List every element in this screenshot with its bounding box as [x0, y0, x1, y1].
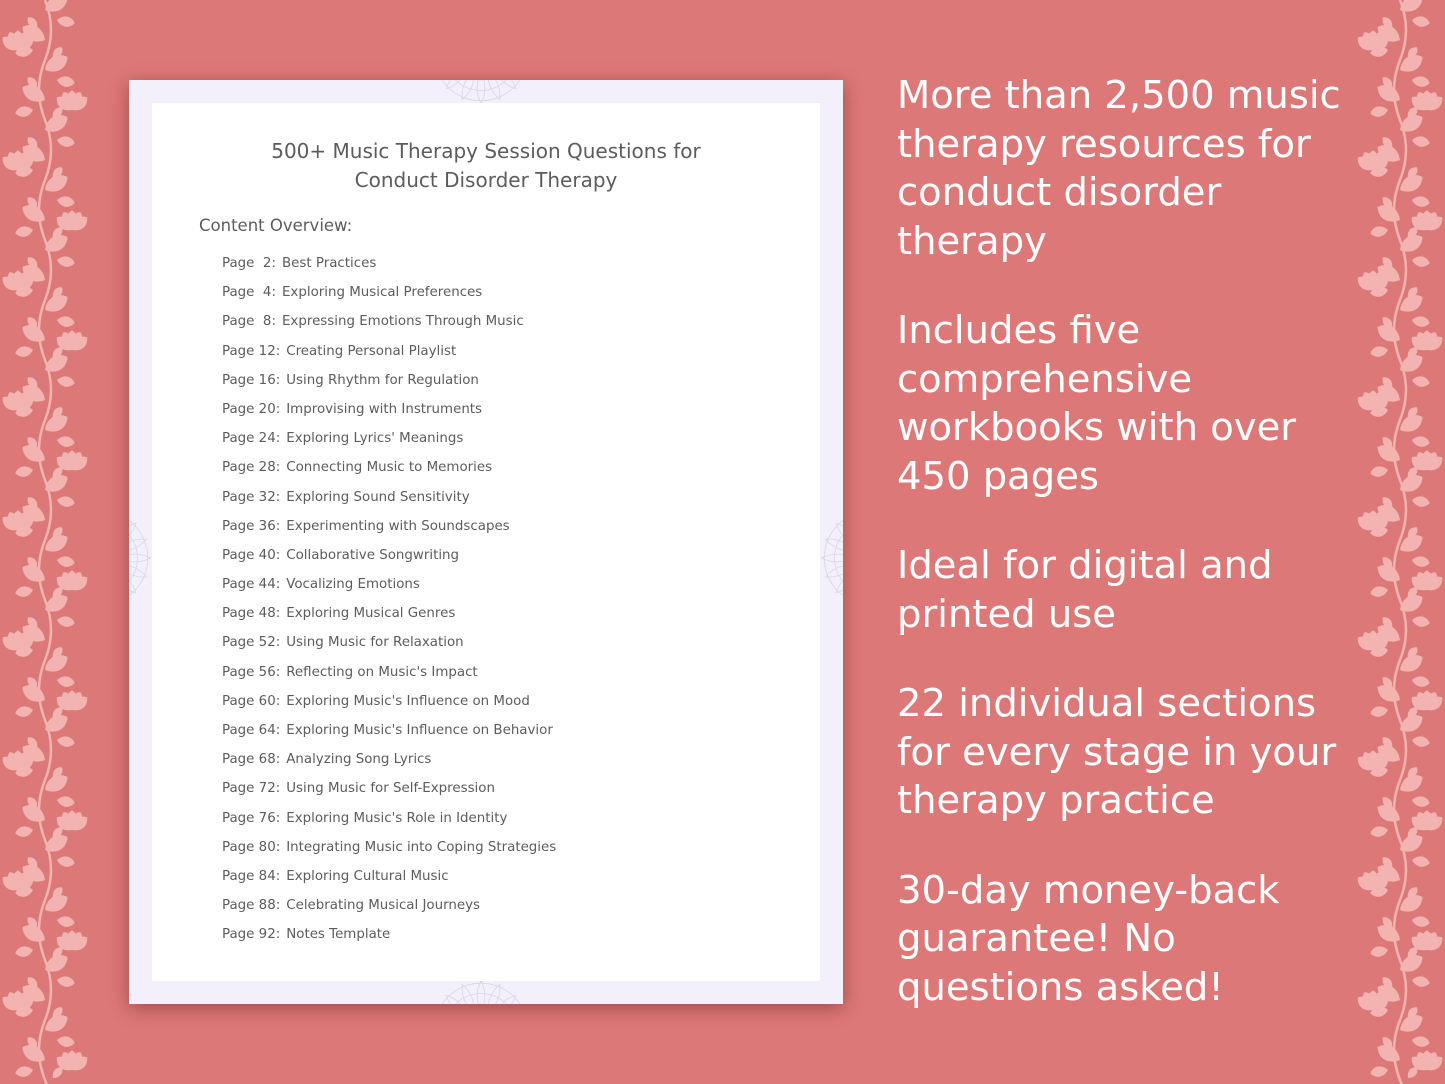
toc-section-label: Reflecting on Music's Impact: [286, 664, 478, 680]
toc-section-label: Improvising with Instruments: [286, 401, 483, 417]
document-page: [152, 103, 820, 981]
toc-section-label: Notes Template: [286, 927, 391, 943]
toc-section-label: Integrating Music into Coping Strategies: [286, 839, 557, 855]
document-title: [152, 137, 820, 195]
toc-entry: [222, 400, 556, 429]
toc-section-label: Expressing Emotions Through Music: [281, 314, 524, 330]
toc-section-label: Connecting Music to Memories: [286, 460, 493, 476]
toc-page-number: Page 4:: [222, 285, 276, 301]
toc-section-label: Using Music for Relaxation: [286, 635, 464, 651]
toc-entry: [222, 721, 556, 750]
mandala-right-icon: [819, 458, 843, 658]
toc-section-label: Experimenting with Soundscapes: [286, 518, 510, 534]
toc-entry: [222, 312, 556, 341]
toc-page-number: Page 20:: [222, 401, 281, 417]
document-preview: [129, 80, 843, 1004]
toc-page-number: Page 52:: [222, 635, 281, 651]
toc-entry: [222, 283, 556, 312]
toc-page-number: Page 8:: [222, 314, 276, 330]
toc-section-label: Best Practices: [281, 256, 377, 271]
toc-page-number: Page 16:: [222, 372, 281, 388]
toc-page-number: Page 72:: [222, 781, 281, 797]
toc-entry: [222, 779, 556, 808]
toc-entry: [222, 254, 556, 283]
feature-item: Ideal for digital and printed use: [897, 543, 1273, 637]
toc-entry: [222, 633, 556, 662]
toc-page-number: Page 40:: [222, 547, 281, 563]
right-floral-vine-icon: [1355, 0, 1445, 1084]
toc-page-number: Page 12:: [222, 343, 281, 359]
toc-entry: [222, 488, 556, 517]
toc-page-number: Page 64:: [222, 723, 281, 738]
left-floral-vine-icon: [0, 0, 90, 1084]
toc-section-label: Collaborative Songwriting: [286, 547, 460, 563]
toc-page-number: Page 56:: [222, 664, 281, 680]
toc-entry: [222, 692, 556, 721]
feature-list: [897, 72, 1367, 1012]
toc-entry: [222, 750, 556, 779]
mandala-left-icon: [129, 458, 153, 658]
toc-section-label: Analyzing Song Lyrics: [286, 752, 432, 768]
table-of-contents: [222, 254, 556, 955]
toc-section-label: Exploring Musical Preferences: [281, 285, 483, 301]
toc-section-label: Exploring Sound Sensitivity: [286, 489, 470, 505]
toc-page-number: Page 76:: [222, 810, 281, 826]
toc-entry: [222, 458, 556, 487]
toc-section-label: Exploring Musical Genres: [286, 606, 456, 622]
toc-entry: [222, 925, 556, 954]
toc-section-label: Exploring Lyrics' Meanings: [286, 431, 464, 447]
toc-section-label: Exploring Music's Role in Identity: [286, 810, 508, 826]
feature-item: Includes five comprehensive workbooks with over 450 pages: [897, 308, 1297, 499]
toc-entry: [222, 838, 556, 867]
toc-entry: [222, 546, 556, 575]
toc-page-number: Page 24:: [222, 431, 281, 447]
toc-entry: [222, 867, 556, 896]
toc-entry: [222, 604, 556, 633]
toc-entry: [222, 517, 556, 546]
toc-page-number: Page 80:: [222, 839, 281, 855]
content-overview-heading: Content Overview:: [199, 216, 353, 235]
feature-item: 30-day money-back guarantee! No questions asked!: [897, 867, 1280, 1010]
feature-item: 22 individual sections for every stage in your therapy practice: [897, 681, 1337, 823]
toc-entry: [222, 429, 556, 458]
toc-page-number: Page 84:: [222, 868, 281, 884]
toc-section-label: Exploring Cultural Music: [286, 868, 449, 884]
toc-page-number: Page 44:: [222, 577, 281, 593]
toc-entry: [222, 342, 556, 371]
toc-page-number: Page 92:: [222, 927, 281, 943]
toc-page-number: Page 60:: [222, 693, 281, 709]
mandala-bottom-icon: [381, 978, 581, 1004]
toc-entry: [222, 371, 556, 400]
toc-entry: [222, 809, 556, 838]
toc-section-label: Vocalizing Emotions: [286, 577, 420, 593]
document-title-line-1: 500+ Music Therapy Session Questions for: [271, 139, 701, 163]
toc-entry: [222, 896, 556, 925]
toc-page-number: Page 2:: [222, 256, 276, 271]
toc-page-number: Page 28:: [222, 460, 281, 476]
toc-page-number: Page 32:: [222, 489, 281, 505]
toc-section-label: Using Rhythm for Regulation: [286, 372, 479, 388]
toc-section-label: Exploring Music's Influence on Mood: [286, 693, 530, 709]
toc-section-label: Creating Personal Playlist: [286, 343, 457, 359]
toc-page-number: Page 88:: [222, 898, 281, 914]
toc-section-label: Exploring Music's Influence on Behavior: [286, 723, 553, 738]
toc-page-number: Page 48:: [222, 606, 281, 622]
toc-page-number: Page 68:: [222, 752, 281, 768]
toc-page-number: Page 36:: [222, 518, 281, 534]
document-title-line-2: Conduct Disorder Therapy: [354, 168, 618, 192]
toc-entry: [222, 575, 556, 604]
toc-entry: [222, 663, 556, 692]
feature-item: More than 2,500 music therapy resources for conduct disorder therapy: [897, 73, 1341, 264]
toc-section-label: Using Music for Self-Expression: [286, 781, 495, 797]
toc-section-label: Celebrating Musical Journeys: [286, 898, 481, 914]
